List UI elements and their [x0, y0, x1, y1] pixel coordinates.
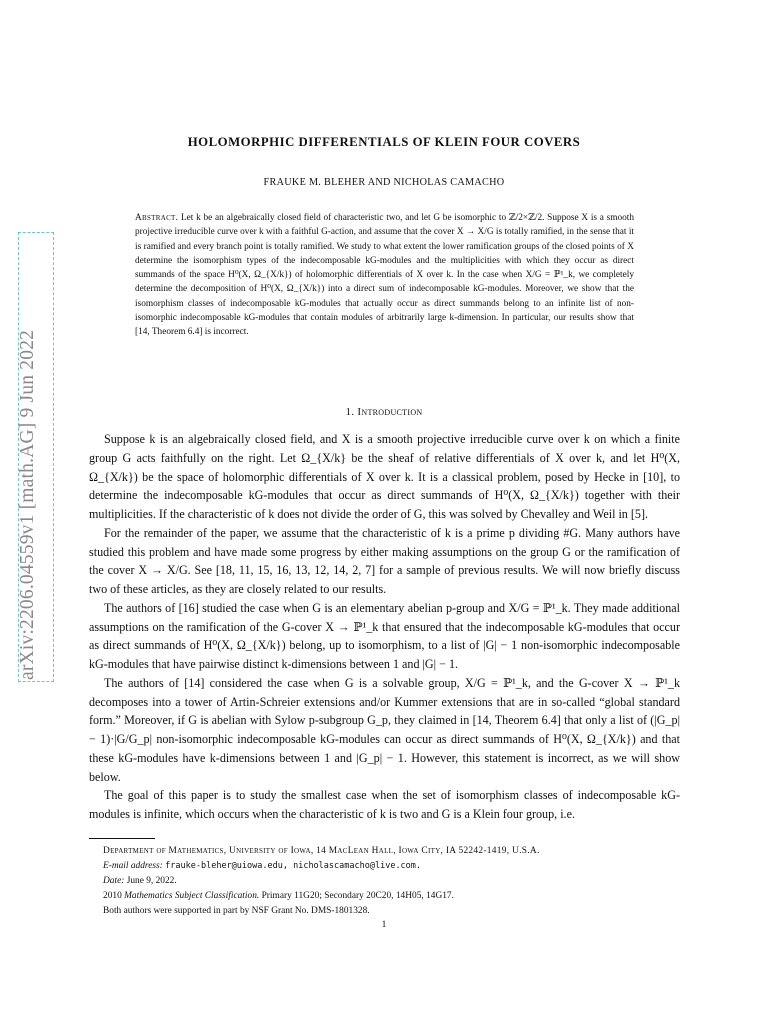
footnote-date: [103, 874, 680, 889]
abstract-label: Abstract.: [135, 213, 179, 223]
footnote-support: Both authors were supported in part by NSF Grant No. DMS-1801328.: [103, 906, 370, 916]
date-label: Date:: [103, 876, 125, 886]
abstract-text: Let k be an algebraically closed field of characteristic two, and let G be isomorphic to ℤ/2×ℤ/2. Suppose X is a smooth projective irreducible curve over k with a faithful G-action, and assume that the cover X → X/G is totally ramified, in the sense that it is ramified and every branch point is totally ramified. We study to what extent the lower ramification groups of the closed points of X determine the isomorphism types of the indecomposable kG-modules and the multiplicities with which they occur as direct summands of the space H⁰(X, Ω_{X/k}) of holomorphic differentials of X over k. In the case when X/G = ℙ¹_k, we completely determine the decomposition of H⁰(X, Ω_{X/k}) into a direct sum of indecomposable kG-modules. Moreover, we show that the isomorphism classes of indecomposable kG-modules that actually occur as direct summands belong to an infinite list of non-isomorphic indecomposable kG-modules that contain modules of arbitrarily large k-dimension. In particular, our results show that [14, Theorem 6.4] is incorrect.: [135, 213, 634, 337]
date-value: June 9, 2022.: [126, 876, 177, 886]
section-heading-introduction: 1. Introduction: [345, 406, 423, 418]
footnote-divider: [89, 838, 155, 839]
email-label: E-mail address:: [103, 861, 163, 871]
introduction-body: [89, 430, 680, 824]
paper-title: HOLOMORPHIC DIFFERENTIALS OF KLEIN FOUR COVERS: [187, 135, 581, 149]
abstract: [135, 211, 634, 339]
body-paragraph: Suppose k is an algebraically closed field, and X is a smooth projective irreducible curve over k on which a finite group G acts faithfully on the right. Let Ω_{X/k} be the sheaf of relative differentials of X over k, and let H⁰(X, Ω_{X/k}) be the space of holomorphic differentials of X over k. It is a classical problem, posed by Hecke in [10], to determine the indecomposable kG-modules that occur as direct summands of H⁰(X, Ω_{X/k}) together with their multiplicities. If the characteristic of k does not divide the order of G, this was solved by Chevalley and Weil in [5].: [89, 432, 680, 521]
email-addresses[interactable]: frauke-bleher@uiowa.edu, nicholascamacho@live.com.: [165, 861, 422, 871]
footnotes: [103, 844, 680, 919]
body-paragraph: The authors of [16] studied the case when G is an elementary abelian p-group and X/G = ℙ¹_k. They made additional assumptions on the ramification of the G-cover X → ℙ¹_k that ensured that the indecomposable kG-modules that occur as direct summands of H⁰(X, Ω_{X/k}) belong, up to isomorphism, to a list of |G| − 1 non-isomorphic indecomposable kG-modules that have pairwise distinct k-dimensions between 1 and |G| − 1.: [89, 600, 680, 671]
footnote-msc: [103, 889, 680, 904]
arxiv-identifier: arXiv:2206.04559v1 [math.AG] 9 Jun 2022: [17, 329, 38, 680]
footnote-email: [103, 859, 680, 874]
footnote-affiliation: Department of Mathematics, University of Iowa, 14 MacLean Hall, Iowa City, IA 52242-1419, U.S.A.: [103, 846, 540, 856]
msc-year: 2010: [103, 891, 122, 901]
msc-label: Mathematics Subject Classification.: [124, 891, 260, 901]
paper-authors: FRAUKE M. BLEHER AND NICHOLAS CAMACHO: [263, 177, 505, 188]
body-paragraph: For the remainder of the paper, we assume that the characteristic of k is a prime p dividing #G. Many authors have studied this problem and have made some progress by either making assumptions on the group G or the ramification of the cover X → X/G. See [18, 11, 15, 16, 13, 12, 14, 2, 7] for a sample of previous results. We will now briefly discuss two of these articles, as they are closely related to our results.: [89, 525, 680, 596]
body-paragraph: The authors of [14] considered the case when G is a solvable group, X/G = ℙ¹_k, and the G-cover X → ℙ¹_k decomposes into a tower of Artin-Schreier extensions and/or Kummer extensions that are in so-called “global standard form.” Moreover, if G is abelian with Sylow p-subgroup G_p, they claimed in [14, Theorem 6.4] that only a list of (|G_p| − 1)·|G/G_p| non-isomorphic indecomposable kG-modules can occur as direct summands of H⁰(X, Ω_{X/k}) and that these kG-modules have k-dimensions between 1 and |G_p| − 1. However, this statement is incorrect, as we will show below.: [89, 675, 680, 784]
msc-value: Primary 11G20; Secondary 20C20, 14H05, 14G17.: [261, 891, 454, 901]
body-paragraph: The goal of this paper is to study the smallest case when the set of isomorphism classes of indecomposable kG-modules is infinite, which occurs when the characteristic of k is two and G is a Klein four group, i.e.: [89, 788, 680, 821]
page-number: 1: [381, 920, 387, 930]
